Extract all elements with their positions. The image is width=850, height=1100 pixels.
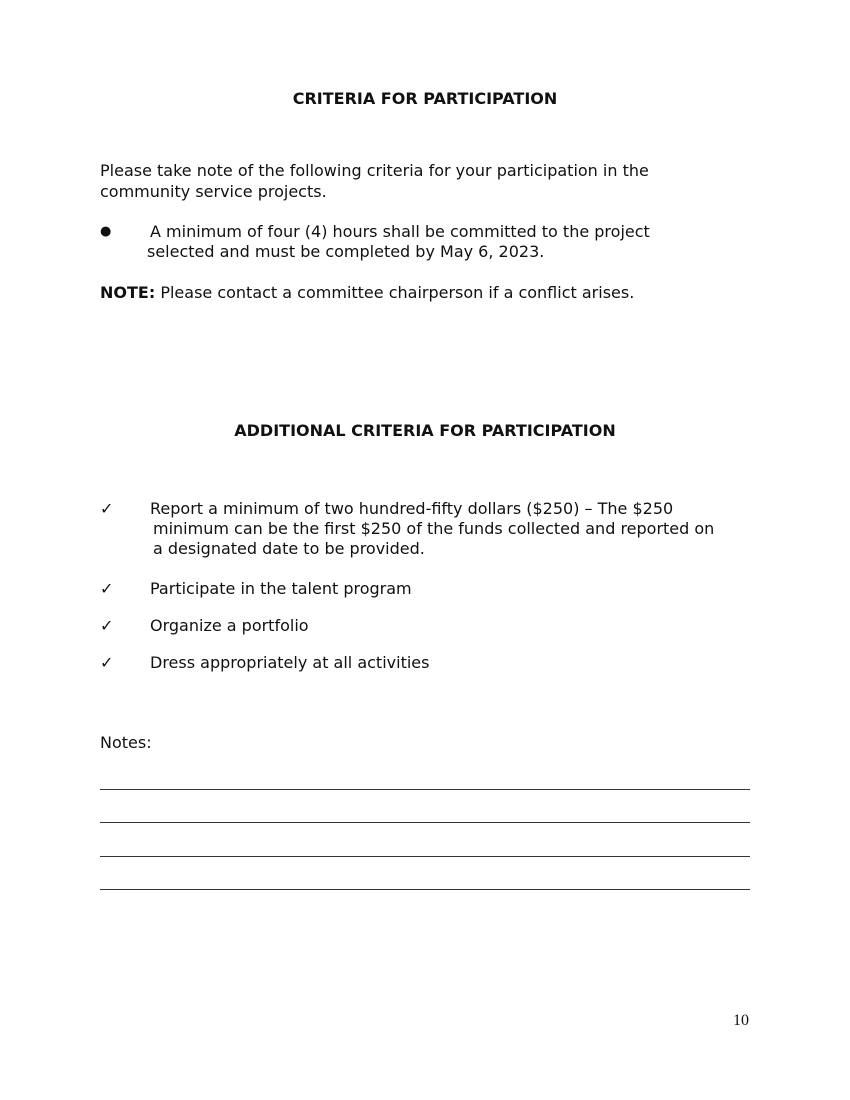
notes-line-1 xyxy=(100,789,750,790)
intro-line-2: community service projects. xyxy=(100,182,327,201)
bullet-icon: ● xyxy=(100,224,112,239)
note-paragraph xyxy=(100,282,634,303)
criteria-item-1-line-3: a designated date to be provided. xyxy=(153,539,425,558)
notes-label: Notes: xyxy=(100,733,152,752)
notes-line-2 xyxy=(100,822,750,823)
criteria-item-1-line-1: Report a minimum of two hundred-fifty dollars ($250) – The $250 xyxy=(150,499,674,518)
checkmark-icon: ✓ xyxy=(100,653,114,672)
intro-line-1: Please take note of the following criteria for your participation in the xyxy=(100,161,649,180)
section-title-additional-criteria: ADDITIONAL CRITERIA FOR PARTICIPATION xyxy=(234,421,616,440)
criteria-item-3: Organize a portfolio xyxy=(150,616,309,635)
criteria-item-2: Participate in the talent program xyxy=(150,579,412,598)
note-text: Please contact a committee chairperson if a conflict arises. xyxy=(155,283,635,302)
checkmark-icon: ✓ xyxy=(100,579,114,598)
bullet-line-1: A minimum of four (4) hours shall be committed to the project xyxy=(150,222,650,241)
checkmark-icon: ✓ xyxy=(100,499,114,518)
bullet-line-2: selected and must be completed by May 6, 2023. xyxy=(147,242,545,261)
notes-line-3 xyxy=(100,856,750,857)
note-label: NOTE: xyxy=(100,283,156,302)
intro-paragraph xyxy=(100,160,649,202)
section-title-criteria: CRITERIA FOR PARTICIPATION xyxy=(292,89,558,108)
notes-line-4 xyxy=(100,889,750,890)
page-number: 10 xyxy=(733,1012,749,1029)
criteria-item-1-line-2: minimum can be the first $250 of the funds collected and reported on xyxy=(153,519,715,538)
criteria-item-4: Dress appropriately at all activities xyxy=(150,653,430,672)
checkmark-icon: ✓ xyxy=(100,616,114,635)
